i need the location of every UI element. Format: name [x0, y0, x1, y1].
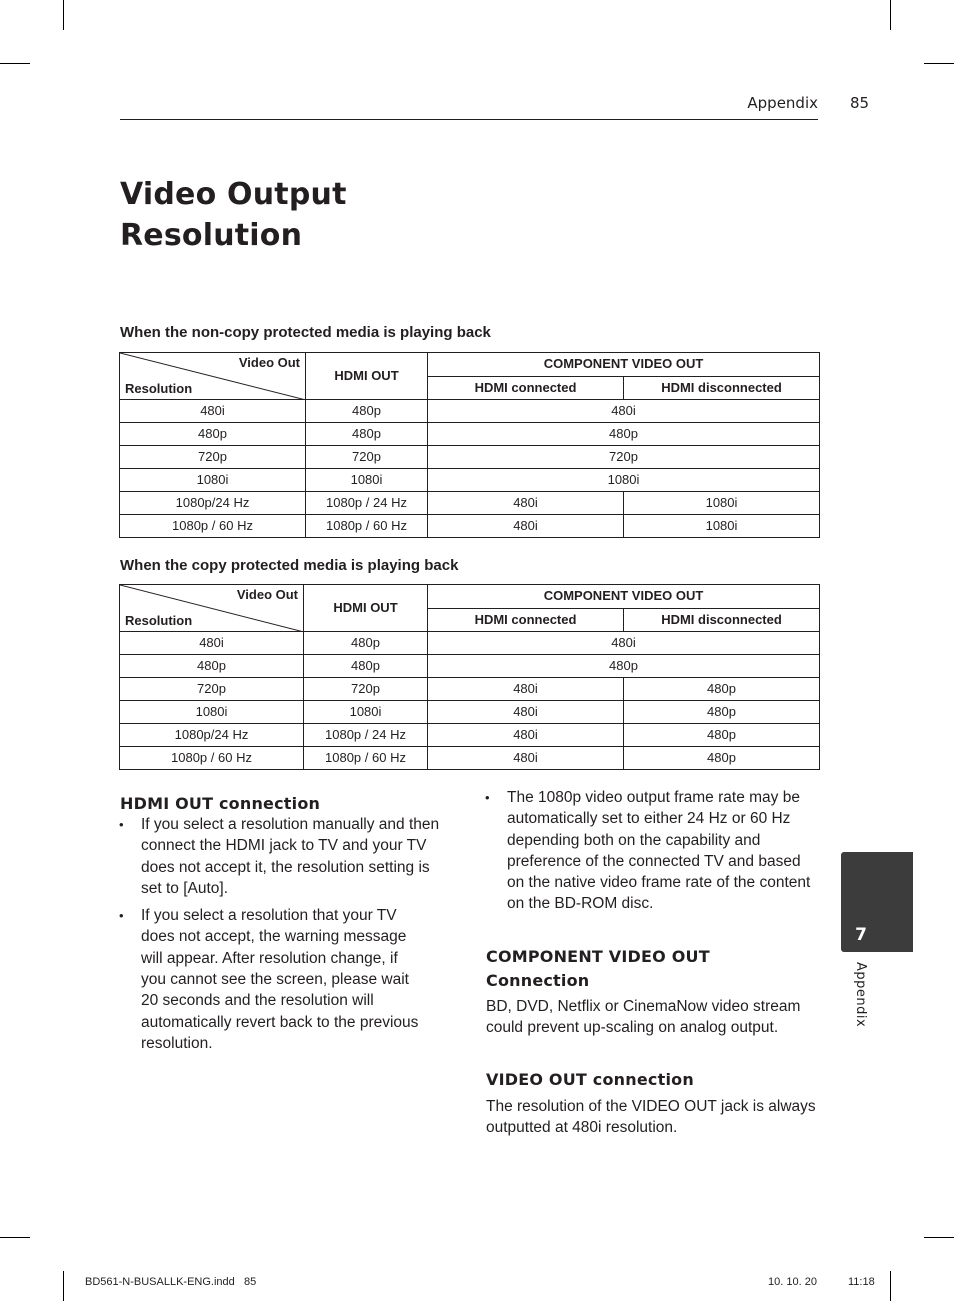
cell-resolution: 480i [120, 632, 304, 655]
header-hdmi-disconnected: HDMI disconnected [624, 608, 820, 632]
cell-hdmi-out: 1080p / 60 Hz [304, 747, 428, 770]
crop-mark [0, 63, 30, 64]
page-number: 85 [850, 94, 870, 112]
header-component: COMPONENT VIDEO OUT [428, 353, 820, 377]
footer-file: BD561-N-BUSALLK-ENG.indd 85 [85, 1276, 257, 1288]
crop-mark [924, 63, 954, 64]
cell-hdmi-connected: 480i [428, 515, 624, 538]
cell-component: 720p [428, 446, 820, 469]
cell-resolution: 480p [120, 655, 304, 678]
chapter-tab-label-text: Appendix [853, 962, 868, 1028]
diagonal-header-cell [120, 585, 304, 632]
cell-hdmi-out: 480p [306, 423, 428, 446]
cell-hdmi-out: 720p [304, 678, 428, 701]
header-resolution: Resolution [125, 381, 193, 396]
table-row [120, 492, 820, 515]
header-video-out: Video Out [236, 587, 298, 602]
cell-hdmi-out: 1080p / 60 Hz [306, 515, 428, 538]
component-heading [486, 945, 710, 993]
component-heading-line1: COMPONENT VIDEO OUT [486, 947, 710, 966]
cell-hdmi-connected: 480i [428, 492, 624, 515]
copy-caption: When the copy protected media is playing back [120, 557, 459, 574]
page-title [120, 174, 347, 256]
component-heading-line2: Connection [486, 971, 590, 990]
table-row [120, 724, 820, 747]
video-out-text: The resolution of the VIDEO OUT jack is always outputted at 480i resolution. [486, 1098, 816, 1137]
cell-component: 480p [428, 423, 820, 446]
frame-rate-bullet-list [485, 787, 817, 921]
cell-hdmi-disconnected: 480p [624, 724, 820, 747]
header-hdmi-connected: HDMI connected [428, 376, 624, 400]
cell-hdmi-out: 720p [306, 446, 428, 469]
table-row [120, 423, 820, 446]
cell-hdmi-out: 1080i [306, 469, 428, 492]
non-copy-resolution-table [119, 352, 820, 538]
table-row [120, 701, 820, 724]
cell-resolution: 1080i [120, 469, 306, 492]
page-title-line2: Resolution [120, 218, 303, 253]
table-row [120, 655, 820, 678]
component-text: BD, DVD, Netflix or CinemaNow video stream could prevent up-scaling on analog output. [486, 998, 801, 1037]
hdmi-bullet-list [119, 814, 454, 1060]
header-rule [120, 119, 818, 120]
cell-resolution: 720p [120, 678, 304, 701]
crop-mark [63, 1271, 64, 1301]
page-title-line1: Video Output [120, 177, 347, 212]
hdmi-out-heading: HDMI OUT connection [120, 794, 321, 813]
table-row [120, 632, 820, 655]
cell-hdmi-out: 1080p / 24 Hz [306, 492, 428, 515]
cell-hdmi-connected: 480i [428, 724, 624, 747]
header-hdmi-out: HDMI OUT [306, 353, 428, 400]
cell-hdmi-out: 480p [306, 400, 428, 423]
cell-hdmi-connected: 480i [428, 678, 624, 701]
list-item: • If you select a resolution that your TV does not accept, the warning message will appear. After resolution change, if you cannot see the screen, please wait 20 seconds and the resolution will automatically revert back to the previous resolution. [119, 905, 421, 1054]
table-row [120, 446, 820, 469]
cell-hdmi-connected: 480i [428, 701, 624, 724]
cell-hdmi-disconnected: 480p [624, 701, 820, 724]
crop-mark [924, 1237, 954, 1238]
crop-mark [63, 0, 64, 30]
footer-time: 11:18 [848, 1276, 875, 1288]
header-component: COMPONENT VIDEO OUT [428, 585, 820, 609]
cell-hdmi-disconnected: 1080i [624, 515, 820, 538]
footer-date: 10. 10. 20 [768, 1276, 817, 1288]
cell-hdmi-connected: 480i [428, 747, 624, 770]
table-row [120, 469, 820, 492]
header-video-out: Video Out [238, 355, 300, 370]
cell-hdmi-out: 1080i [304, 701, 428, 724]
header-hdmi-disconnected: HDMI disconnected [624, 376, 820, 400]
cell-resolution: 1080p / 60 Hz [120, 515, 306, 538]
list-item: • The 1080p video output frame rate may be automatically set to either 24 Hz or 60 Hz depending both on the capability and preference of the connected TV and based on the native video frame rate of the content on the BD-ROM disc. [485, 787, 817, 915]
cell-hdmi-disconnected: 1080i [624, 492, 820, 515]
cell-resolution: 1080i [120, 701, 304, 724]
cell-hdmi-out: 480p [304, 632, 428, 655]
header-hdmi-connected: HDMI connected [428, 608, 624, 632]
cell-resolution: 720p [120, 446, 306, 469]
diagonal-header-cell [120, 353, 306, 400]
cell-component: 480p [428, 655, 820, 678]
crop-mark [0, 1237, 30, 1238]
chapter-tab-label [848, 962, 872, 1042]
cell-component: 480i [428, 400, 820, 423]
cell-hdmi-disconnected: 480p [624, 678, 820, 701]
header-resolution: Resolution [125, 613, 193, 628]
cell-hdmi-disconnected: 480p [624, 747, 820, 770]
table-row [120, 747, 820, 770]
table-row [120, 678, 820, 701]
cell-resolution: 1080p/24 Hz [120, 492, 306, 515]
cell-component: 480i [428, 632, 820, 655]
video-out-heading: VIDEO OUT connection [486, 1070, 694, 1089]
copy-resolution-table [119, 584, 820, 770]
cell-hdmi-out: 1080p / 24 Hz [304, 724, 428, 747]
non-copy-caption: When the non-copy protected media is playing back [120, 324, 491, 341]
header-hdmi-out: HDMI OUT [304, 585, 428, 632]
cell-resolution: 480p [120, 423, 306, 446]
table-row [120, 400, 820, 423]
list-item: • If you select a resolution manually and then connect the HDMI jack to TV and your TV does not accept it, the resolution setting is set to [Auto]. [119, 814, 454, 899]
cell-resolution: 480i [120, 400, 306, 423]
table-row [120, 515, 820, 538]
cell-resolution: 1080p / 60 Hz [120, 747, 304, 770]
cell-component: 1080i [428, 469, 820, 492]
running-header-section: Appendix [747, 94, 818, 112]
chapter-tab-number: 7 [855, 925, 867, 945]
crop-mark [890, 0, 891, 30]
crop-mark [890, 1271, 891, 1301]
cell-hdmi-out: 480p [304, 655, 428, 678]
cell-resolution: 1080p/24 Hz [120, 724, 304, 747]
